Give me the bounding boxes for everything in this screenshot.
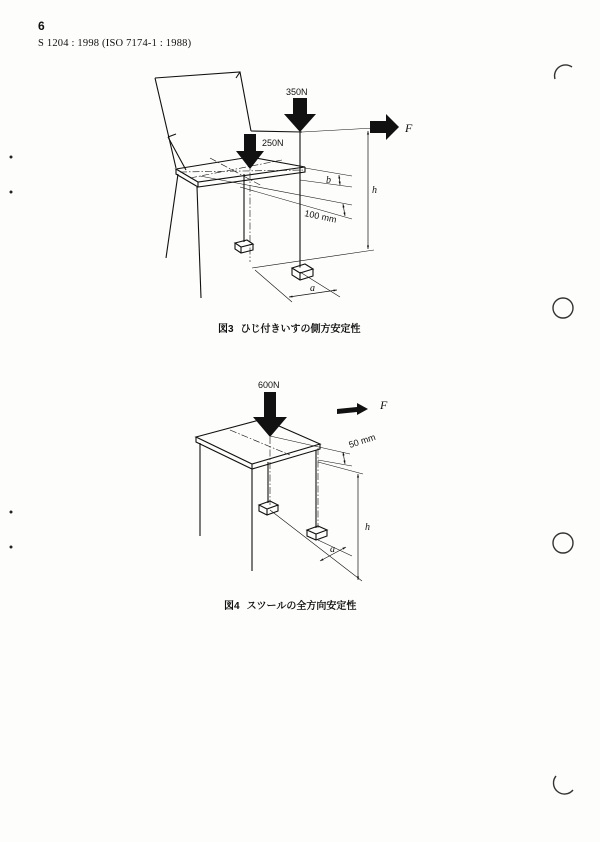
load-arrow-250n: [236, 134, 264, 169]
binder-hole: [555, 65, 572, 79]
page-number: 6: [38, 19, 45, 33]
chair-left-armrest: [168, 134, 186, 170]
figure-4-caption-number: 図4: [224, 601, 240, 612]
load-label-600n: 600N: [258, 380, 280, 390]
stool-seat: [196, 419, 320, 469]
chair-right-armrest: [251, 131, 302, 132]
figure-4-caption: [224, 597, 356, 612]
figure-3-caption: [218, 320, 361, 335]
force-arrow-f: [337, 403, 368, 415]
load-label-350n: 350N: [286, 87, 308, 97]
chair-back: [155, 72, 251, 168]
binder-holes: [553, 65, 573, 794]
margin-dot: [10, 546, 13, 549]
load-arrow-350n: [284, 98, 316, 132]
binder-hole: [553, 298, 573, 318]
load-label-250n: 250N: [262, 138, 284, 148]
extension-line: [200, 128, 374, 302]
dimension-label-a: a: [310, 283, 315, 294]
margin-dots: [10, 156, 13, 549]
force-arrow-f: [370, 114, 399, 140]
figure-4-caption-text: スツールの全方向安定性: [246, 601, 357, 612]
stop-block: [292, 264, 313, 280]
margin-dot: [10, 156, 13, 159]
stop-block: [307, 526, 327, 540]
dimension-label-h: h: [372, 185, 377, 196]
dimension-line-100mm: [343, 204, 345, 216]
figure-3-caption-number: 図3: [218, 324, 234, 335]
figure-4-stool-diagram: [196, 380, 388, 581]
dimension-line-50mm: [343, 452, 345, 464]
margin-dot: [10, 511, 13, 514]
figure-3-caption-text: ひじ付きいすの側方安定性: [240, 324, 361, 335]
chair-leg: [166, 174, 178, 258]
chair-leg: [197, 187, 201, 298]
stop-block: [259, 501, 278, 515]
dimension-label-50mm: 50 mm: [347, 431, 377, 450]
figure-3-armchair-diagram: [155, 72, 413, 302]
dimension-label-100mm: 100 mm: [303, 208, 338, 225]
dimension-label-b: b: [326, 175, 331, 186]
margin-dot: [10, 191, 13, 194]
dimension-line-b: [339, 175, 340, 185]
force-label-f: F: [380, 398, 388, 412]
dimension-label-a: a: [330, 544, 335, 555]
load-arrow-600n: [253, 392, 287, 437]
dimension-label-h: h: [365, 522, 370, 533]
binder-hole: [553, 776, 573, 794]
binder-hole: [553, 533, 573, 553]
standard-code: S 1204 : 1998 (ISO 7174-1 : 1988): [38, 38, 192, 49]
force-label-f: F: [405, 121, 413, 135]
